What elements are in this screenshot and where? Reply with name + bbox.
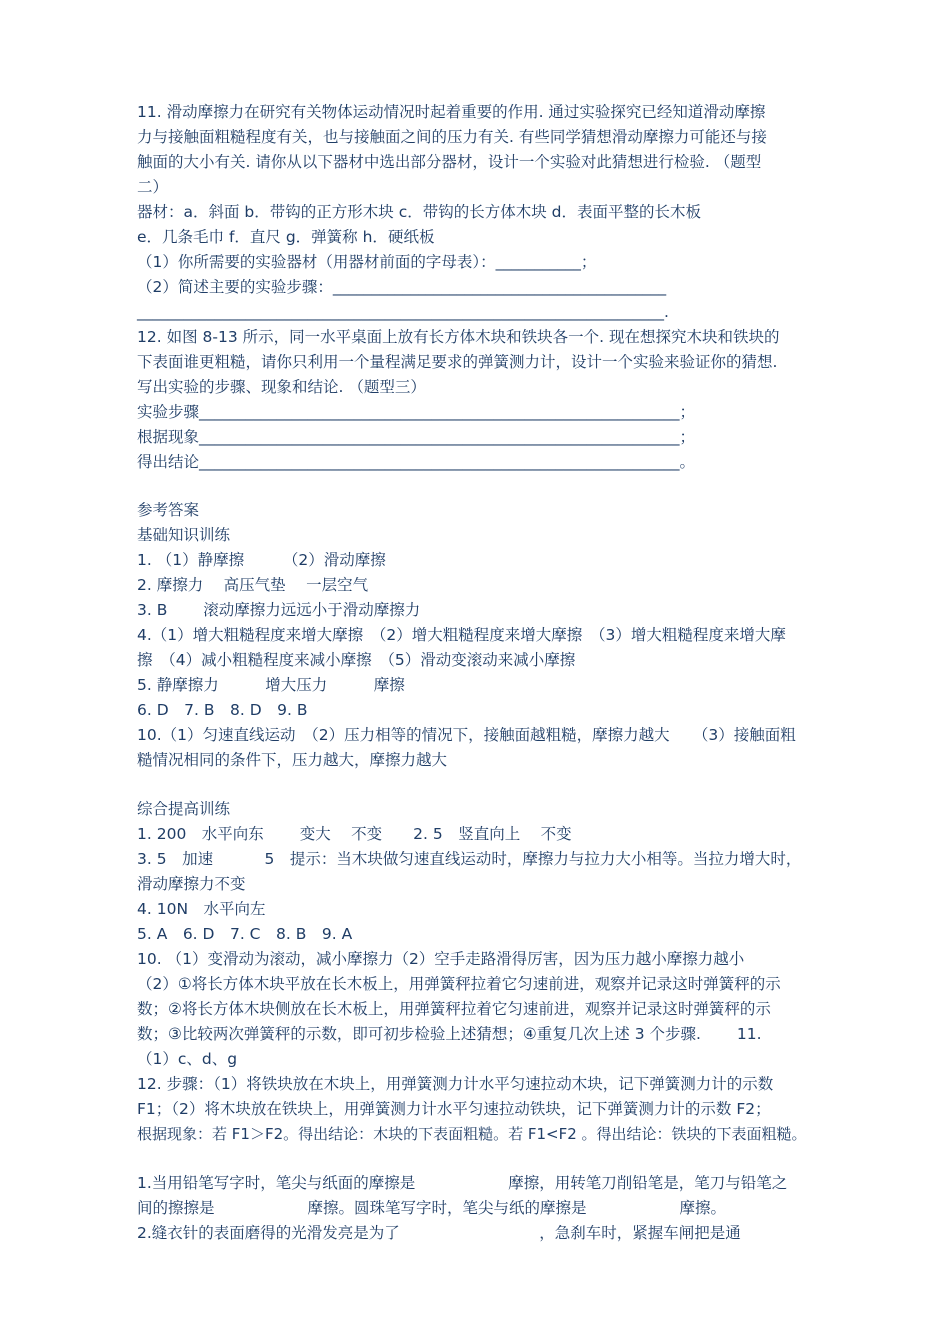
adv-answer-10c: 数；②将长方体木块侧放在长木板上，用弹簧秤拉着它匀速前进，观察并记录这时弹簧秤的示 (137, 1000, 771, 1018)
q12-line-2: 下表面谁更粗糙，请你只利用一个量程满足要求的弹簧测力计，设计一个实验来验证你的猜想. (137, 353, 778, 371)
basic-answer-5: 5. 静摩擦力 增大压力 摩擦 (137, 676, 405, 694)
basic-answer-1: 1. （1）静摩擦 （2）滑动摩擦 (137, 551, 386, 569)
q12-steps-blank: 实验步骤______________________________________________________________； (137, 403, 696, 421)
basic-section-heading: 基础知识训练 (137, 526, 231, 544)
q12-conclusion-blank: 得出结论______________________________________________________________。 (137, 453, 696, 471)
q11-part-1: （1）你所需要的实验器材（用器材前面的字母表）：___________； (137, 253, 597, 271)
adv-answer-4: 4. 10N 水平向左 (137, 900, 266, 918)
answer-heading: 参考答案 (137, 501, 200, 519)
q11-line-4: 二） (137, 178, 169, 196)
q11-answer-line: ____________________________________________________________________. (137, 303, 669, 321)
q11-line-2: 力与接触面粗糙程度有关，也与接触面之间的压力有关. 有些同学猜想滑动摩擦力可能还与接 (137, 128, 767, 146)
adv-answer-1-2: 1. 200 水平向东 变大 不变 2. 5 竖直向上 不变 (137, 825, 572, 843)
advanced-section-heading: 综合提高训练 (137, 800, 231, 818)
adv-answer-3b: 滑动摩擦力不变 (137, 875, 246, 893)
q12-line-3: 写出实验的步骤、现象和结论. （题型三） (137, 378, 426, 396)
q11-materials-1: 器材：a．斜面 b．带钩的正方形木块 c．带钩的长方体木块 d．表面平整的长木板 (137, 203, 701, 221)
adv-answer-12c: 根据现象：若 F1＞F2。得出结论：木块的下表面粗糙。若 F1<F2 。得出结论：铁块的下表面粗糙。 (137, 1125, 807, 1143)
basic-answer-2: 2. 摩擦力 高压气垫 一层空气 (137, 576, 369, 594)
q12-phenomenon-blank: 根据现象______________________________________________________________； (137, 428, 696, 446)
basic-answer-4b: 擦 （4）减小粗糙程度来减小摩擦 （5）滑动变滚动来减小摩擦 (137, 651, 576, 669)
adv-answer-12a: 12. 步骤：（1）将铁块放在木块上，用弹簧测力计水平匀速拉动木块，记下弹簧测力计的示数 (137, 1075, 774, 1093)
q11-line-3: 触面的大小有关. 请你从以下器材中选出部分器材，设计一个实验对此猜想进行检验. （题型 (137, 153, 762, 171)
q11-part-2: （2）简述主要的实验步骤：___________________________________________ (137, 278, 667, 296)
adv-answer-10a: 10. （1）变滑动为滚动，减小摩擦力（2）空手走路滑得厉害，因为压力越小摩擦力越小 (137, 950, 745, 968)
adv-answer-10d: 数；③比较两次弹簧秤的示数，即可初步检验上述猜想；④重复几次上述 3 个步骤. 11. (137, 1025, 762, 1043)
basic-answer-4a: 4.（1）增大粗糙程度来增大摩擦 （2）增大粗糙程度来增大摩擦 （3）增大粗糙程度来增大摩 (137, 626, 786, 644)
basic-answer-6-9: 6. D 7. B 8. D 9. B (137, 701, 308, 719)
adv-answer-3a: 3. 5 加速 5 提示：当木块做匀速直线运动时，摩擦力与拉力大小相等。当拉力增大时， (137, 850, 802, 868)
adv-answer-5-9: 5. A 6. D 7. C 8. B 9. A (137, 925, 353, 943)
q11-line-1: 11. 滑动摩擦力在研究有关物体运动情况时起着重要的作用. 通过实验探究已经知道滑动摩擦 (137, 103, 766, 121)
basic-answer-3: 3. B 滚动摩擦力远远小于滑动摩擦力 (137, 601, 421, 619)
basic-answer-10a: 10.（1）匀速直线运动 （2）压力相等的情况下，接触面越粗糙，摩擦力越大 （3）接触面粗 (137, 726, 796, 744)
exercise-2: 2.缝衣针的表面磨得的光滑发亮是为了 ，急刹车时，紧握车闸把是通 (137, 1224, 741, 1242)
q12-line-1: 12. 如图 8-13 所示，同一水平桌面上放有长方体木块和铁块各一个. 现在想探究木块和铁块的 (137, 328, 780, 346)
adv-answer-10b: （2）①将长方体木块平放在长木板上，用弹簧秤拉着它匀速前进，观察并记录这时弹簧秤的示 (137, 975, 781, 993)
basic-answer-10b: 糙情况相同的条件下，压力越大，摩擦力越大 (137, 751, 448, 769)
exercise-1b: 间的擦擦是 摩擦。圆珠笔写字时，笔尖与纸的摩擦是 摩擦。 (137, 1199, 727, 1217)
adv-answer-12b: F1；（2）将木块放在铁块上，用弹簧测力计水平匀速拉动铁块，记下弹簧测力计的示数 F2； (137, 1100, 771, 1118)
adv-answer-11: （1）c、d、g (137, 1050, 238, 1068)
exercise-1a: 1.当用铅笔写字时，笔尖与纸面的摩擦是 摩擦，用转笔刀削铅笔是，笔刀与铅笔之 (137, 1174, 788, 1192)
q11-materials-2: e．几条毛巾 f．直尺 g．弹簧称 h．硬纸板 (137, 228, 435, 246)
